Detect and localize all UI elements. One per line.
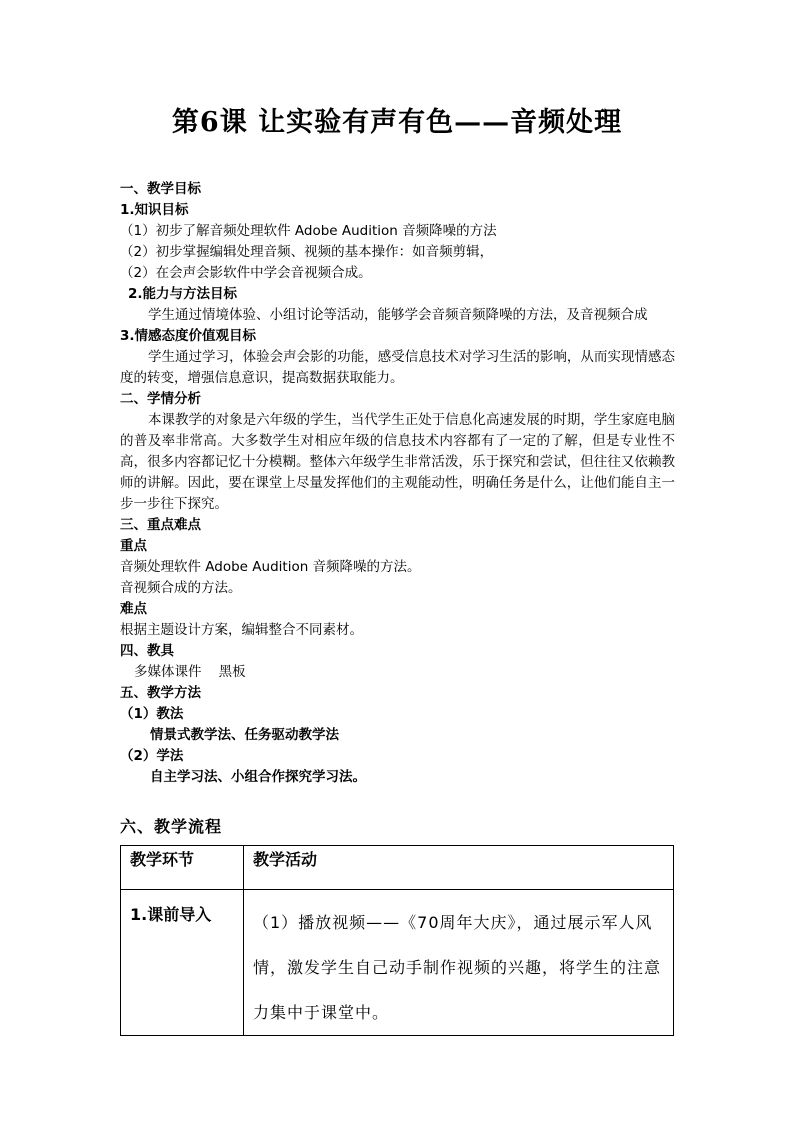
table-cell-stage: 1.课前导入: [121, 890, 244, 1036]
knowledge-objective-2: （2）初步掌握编辑处理音频、视频的基本操作：如音频剪辑，: [120, 244, 494, 260]
section-heading-tools: 四、教具: [120, 643, 174, 659]
key-point-label: 重点: [120, 538, 147, 554]
section-heading-methods: 五、教学方法: [120, 685, 201, 701]
lesson-title: 第6课 让实验有声有色——音频处理: [171, 107, 623, 138]
section-heading-objectives: 一、教学目标: [120, 181, 201, 197]
knowledge-objective-1: （1）初步了解音频处理软件 Adobe Audition 音频降噪的方法: [120, 223, 497, 239]
emotion-objectives-text: 学生通过学习，体验会声会影的功能，感受信息技术对学习生活的影响，从而实现情感态度的转变，增强信息意识，提高数据获取能力。: [120, 349, 675, 386]
knowledge-objective-3: （2）在会声会影软件中学会音视频合成。: [120, 265, 372, 281]
learning-method-text: 自主学习法、小组合作探究学习法。: [150, 769, 366, 785]
table-header-row: [121, 846, 674, 890]
teaching-method-label: （1）教法: [120, 706, 184, 722]
ability-objectives-text: 学生通过情境体验、小组讨论等活动，能够学会音频音频降噪的方法，及音视频合成: [148, 307, 648, 323]
teaching-tools-text: 多媒体课件 黑板: [134, 664, 246, 680]
ability-objectives-heading: 2.能力与方法目标: [128, 286, 238, 302]
teaching-method-text: 情景式教学法、任务驱动教学法: [150, 727, 339, 743]
section-heading-analysis: 二、学情分析: [120, 391, 201, 407]
table-header-stage: 教学环节: [121, 846, 244, 890]
lesson-body: [120, 179, 675, 788]
learning-method-label: （2）学法: [120, 748, 184, 764]
table-header-activity: 教学活动: [244, 846, 674, 890]
knowledge-objectives-heading: 1.知识目标: [120, 202, 189, 218]
key-point-2: 音视频合成的方法。: [120, 580, 242, 596]
section-heading-key-points: 三、重点难点: [120, 517, 201, 533]
table-cell-activity: （1）播放视频——《70周年大庆》，通过展示军人风情，激发学生自己动手制作视频的兴趣，将学生的注意力集中于课堂中。: [244, 890, 674, 1036]
teaching-process-table: [120, 845, 674, 1036]
emotion-objectives-heading: 3.情感态度价值观目标: [120, 328, 257, 344]
student-analysis-text: 本课教学的对象是六年级的学生，当代学生正处于信息化高速发展的时期，学生家庭电脑的普及率非常高。大多数学生对相应年级的信息技术内容都有了一定的了解，但是专业性不高，很多内容都记忆十分模糊。整体六年级学生非常活泼，乐于探究和尝试，但往往又依赖教师的讲解。因此，要在课堂上尽量发挥他们的主观能动性，明确任务是什么，让他们能自主一步一步往下探究。: [120, 412, 675, 512]
difficulty-1: 根据主题设计方案，编辑整合不同素材。: [120, 622, 363, 638]
difficulty-label: 难点: [120, 601, 147, 617]
key-point-1: 音频处理软件 Adobe Audition 音频降噪的方法。: [120, 559, 421, 575]
section-heading-process: 六、教学流程: [120, 817, 223, 836]
table-row: [121, 890, 674, 1036]
